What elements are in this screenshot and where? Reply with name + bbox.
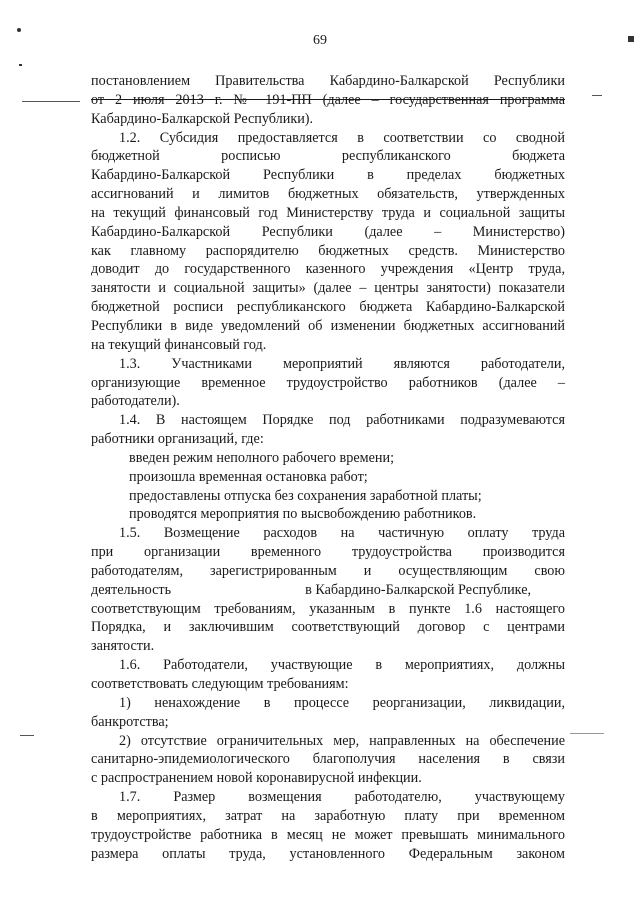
- text-line: [91, 317, 565, 336]
- text-content: 1.2. Субсидия предоставляется в соответствии со сводной: [119, 129, 565, 146]
- text-line: [91, 505, 565, 524]
- text-content: как главному распорядителю бюджетных средств. Министерство: [91, 242, 565, 259]
- text-content: Порядка, и заключившим соответствующий договор с центрами: [91, 619, 565, 636]
- text-line: [91, 129, 565, 148]
- text-content: на текущий финансовый год.: [91, 336, 267, 353]
- text-line: [91, 374, 565, 393]
- text-content: работодателям, зарегистрированным и осуществляющим свою: [91, 562, 565, 579]
- text-line: [91, 713, 565, 732]
- text-content: 1.6. Работодатели, участвующие в мероприятиях, должны: [119, 657, 565, 674]
- text-content: проводятся мероприятия по высвобождению работников.: [129, 506, 477, 523]
- text-content: постановлением Правительства Кабардино-Балкарской Республики: [91, 73, 565, 89]
- text-content: работодатели).: [91, 393, 180, 410]
- text-line: [91, 411, 565, 430]
- text-content: в мероприятиях, затрат на заработную плату при временном: [91, 807, 565, 824]
- text-line: [91, 430, 565, 449]
- document-body: [91, 72, 565, 863]
- text-content: Кабардино-Балкарской Республики в пределах бюджетных: [91, 167, 565, 184]
- text-line: [91, 637, 565, 656]
- text-content: Кабардино-Балкарской Республики).: [91, 110, 314, 127]
- text-content: 2) отсутствие ограничительных мер, направленных на обеспечение: [119, 732, 565, 749]
- text-content: от 2 июля 2013 г. № 191-ПП (далее – государственная программа: [91, 91, 565, 108]
- margin-mark: [628, 36, 634, 42]
- text-content: с распространением новой коронавирусной инфекции.: [91, 770, 422, 787]
- margin-mark: [19, 64, 22, 66]
- text-line: [91, 487, 565, 506]
- text-fragment: в Кабардино-Балкарской Республике,: [305, 581, 532, 598]
- page-number: 69: [313, 33, 327, 48]
- text-line: [91, 336, 565, 355]
- text-content: Кабардино-Балкарской Республики (далее – Министерство): [91, 223, 565, 240]
- text-content: произошла временная остановка работ;: [129, 468, 368, 485]
- text-line: [91, 562, 565, 581]
- text-content: соответствующим требованиям, указанным в пункте 1.6 настоящего: [91, 600, 565, 617]
- text-content: размера оплаты труда, установленного Федеральным законом: [91, 845, 565, 862]
- text-line: [91, 185, 565, 204]
- text-content: 1.7. Размер возмещения работодателю, участвующему: [119, 789, 565, 806]
- text-content: бюджетной росписи республиканского бюджета Кабардино-Балкарской: [91, 299, 565, 316]
- text-line: [91, 845, 565, 864]
- text-line: [91, 392, 565, 411]
- text-content: бюджетной росписью республиканского бюджета: [91, 148, 565, 165]
- text-line: [91, 807, 565, 826]
- text-content: Республики в виде уведомлений об изменении бюджетных ассигнований: [91, 317, 565, 334]
- text-line: [91, 524, 565, 543]
- text-content: занятости.: [91, 638, 155, 655]
- text-line: [91, 223, 565, 242]
- text-line: [91, 72, 565, 91]
- text-content: 1.3. Участниками мероприятий являются работодатели,: [119, 355, 565, 372]
- text-line: [91, 788, 565, 807]
- edge-rule-left: [20, 735, 34, 736]
- text-line: [91, 298, 565, 317]
- text-line: [91, 166, 565, 185]
- text-line: [91, 675, 565, 694]
- text-content: соответствовать следующим требованиям:: [91, 676, 349, 692]
- text-content: организующие временное трудоустройство работников (далее –: [91, 374, 565, 391]
- text-fragment: деятельность: [91, 581, 172, 598]
- edge-rule-right: [570, 733, 604, 734]
- text-content: 1) ненахождение в процессе реорганизации, ликвидации,: [119, 694, 565, 711]
- text-line: [91, 581, 565, 600]
- text-content: санитарно-эпидемиологического благополучия населения в связи: [91, 751, 565, 768]
- text-line: [91, 656, 565, 675]
- text-line: [91, 355, 565, 374]
- text-content: предоставлены отпуска без сохранения заработной платы;: [129, 487, 482, 504]
- text-line: [91, 618, 565, 637]
- text-content: 1.4. В настоящем Порядке под работниками подразумеваются: [119, 412, 565, 429]
- text-content: на текущий финансовый год Министерству труда и социальной защиты: [91, 204, 565, 221]
- text-content: введен режим неполного рабочего времени;: [129, 449, 395, 466]
- text-content: ассигнований и лимитов бюджетных обязательств, утвержденных: [91, 186, 565, 203]
- text-content: 1.5. Возмещение расходов на частичную оплату труда: [119, 525, 565, 542]
- text-content: банкротства;: [91, 713, 169, 730]
- text-content: трудоустройстве работника в месяц не может превышать минимального: [91, 826, 565, 843]
- edge-rule-left: [22, 101, 80, 102]
- text-content: работники организаций, где:: [91, 431, 264, 448]
- text-line: [91, 826, 565, 845]
- text-line: [91, 600, 565, 619]
- text-line: [91, 204, 565, 223]
- text-line: [91, 543, 565, 562]
- text-line: [91, 732, 565, 751]
- text-line: [91, 242, 565, 261]
- text-line: [91, 260, 565, 279]
- text-content: занятости и социальной защиты» (далее – центры занятости) показатели: [91, 280, 565, 297]
- margin-mark: [17, 28, 21, 32]
- text-line: [91, 468, 565, 487]
- text-line: [91, 110, 565, 129]
- text-line: [91, 91, 565, 110]
- text-content: при организации временного трудоустройства производится: [91, 544, 565, 561]
- text-line: [91, 750, 565, 769]
- text-line: [91, 694, 565, 713]
- edge-rule-right: [592, 95, 602, 96]
- text-line: [91, 147, 565, 166]
- text-line: [91, 279, 565, 298]
- text-line: [91, 769, 565, 788]
- text-line: [91, 449, 565, 468]
- text-content: доводит до государственного казенного учреждения «Центр труда,: [91, 261, 565, 278]
